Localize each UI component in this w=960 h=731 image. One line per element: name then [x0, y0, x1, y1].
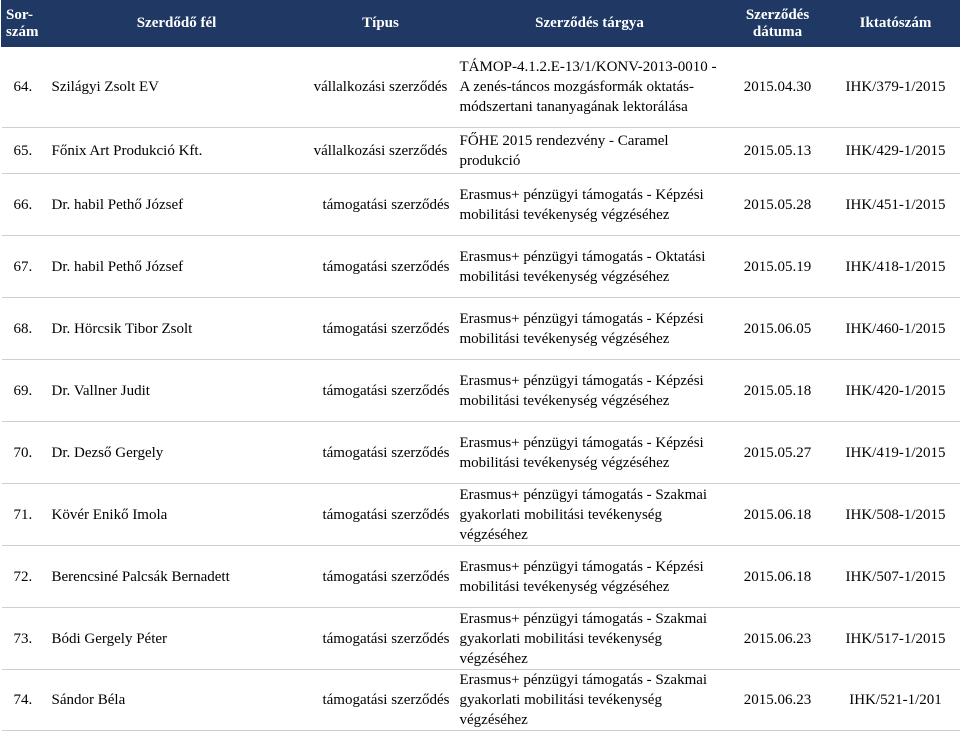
row-registration: IHK/420-1/2015 [832, 360, 960, 422]
row-type: vállalkozási szerződés [306, 128, 456, 174]
row-subject: Erasmus+ pénzügyi támogatás - Szakmai gyakorlati mobilitási tevékenység végzéséhez [456, 484, 724, 546]
row-subject: Erasmus+ pénzügyi támogatás - Szakmai gyakorlati mobilitási tevékenység végzéséhez [456, 608, 724, 670]
row-registration: IHK/521-1/201 [832, 670, 960, 731]
row-number: 73. [2, 608, 48, 670]
header-number [2, 1, 48, 47]
table-row [2, 484, 960, 546]
row-subject: Erasmus+ pénzügyi támogatás - Képzési mobilitási tevékenység végzéséhez [456, 298, 724, 360]
row-subject: FŐHE 2015 rendezvény - Caramel produkció [456, 128, 724, 174]
row-party: Bódi Gergely Péter [48, 608, 306, 670]
row-party: Dr. habil Pethő József [48, 236, 306, 298]
row-subject: TÁMOP-4.1.2.E-13/1/KONV-2013-0010 - A zenés-táncos mozgásformák oktatás-módszertani tananyagának lektorálása [456, 47, 724, 128]
row-party: Dr. Hörcsik Tibor Zsolt [48, 298, 306, 360]
row-subject: Erasmus+ pénzügyi támogatás - Képzési mobilitási tevékenység végzéséhez [456, 360, 724, 422]
row-date: 2015.06.23 [724, 608, 832, 670]
table-row [2, 47, 960, 128]
row-type: vállalkozási szerződés [306, 47, 456, 128]
row-registration: IHK/379-1/2015 [832, 47, 960, 128]
row-subject: Erasmus+ pénzügyi támogatás - Képzési mobilitási tevékenység végzéséhez [456, 546, 724, 608]
row-date: 2015.06.18 [724, 546, 832, 608]
header-type: Típus [306, 1, 456, 47]
table-row [2, 236, 960, 298]
row-date: 2015.05.18 [724, 360, 832, 422]
header-date [724, 1, 832, 47]
row-party: Dr. habil Pethő József [48, 174, 306, 236]
row-number: 74. [2, 670, 48, 731]
row-type: támogatási szerződés [306, 298, 456, 360]
row-number: 70. [2, 422, 48, 484]
row-registration: IHK/517-1/2015 [832, 608, 960, 670]
row-party: Szilágyi Zsolt EV [48, 47, 306, 128]
row-type: támogatási szerződés [306, 236, 456, 298]
table-row [2, 546, 960, 608]
row-number: 69. [2, 360, 48, 422]
row-registration: IHK/451-1/2015 [832, 174, 960, 236]
header-subject: Szerződés tárgya [456, 1, 724, 47]
table-row [2, 422, 960, 484]
table-row [2, 608, 960, 670]
row-number: 72. [2, 546, 48, 608]
row-type: támogatási szerződés [306, 608, 456, 670]
row-subject: Erasmus+ pénzügyi támogatás - Képzési mobilitási tevékenység végzéséhez [456, 174, 724, 236]
row-type: támogatási szerződés [306, 422, 456, 484]
row-type: támogatási szerződés [306, 670, 456, 731]
row-registration: IHK/429-1/2015 [832, 128, 960, 174]
row-party: Dr. Vallner Judit [48, 360, 306, 422]
row-date: 2015.06.18 [724, 484, 832, 546]
row-number: 71. [2, 484, 48, 546]
row-date: 2015.06.23 [724, 670, 832, 731]
header-date-label: Szerződés dátuma [745, 6, 810, 40]
table-row [2, 128, 960, 174]
row-party: Főnix Art Produkció Kft. [48, 128, 306, 174]
row-party: Dr. Dezső Gergely [48, 422, 306, 484]
row-registration: IHK/508-1/2015 [832, 484, 960, 546]
row-registration: IHK/419-1/2015 [832, 422, 960, 484]
header-registration: Iktatószám [832, 1, 960, 47]
contracts-table [1, 0, 960, 731]
row-party: Sándor Béla [48, 670, 306, 731]
row-date: 2015.06.05 [724, 298, 832, 360]
row-type: támogatási szerződés [306, 484, 456, 546]
row-subject: Erasmus+ pénzügyi támogatás - Képzési mobilitási tevékenység végzéséhez [456, 422, 724, 484]
table-header [2, 1, 960, 47]
row-registration: IHK/418-1/2015 [832, 236, 960, 298]
row-date: 2015.04.30 [724, 47, 832, 128]
row-date: 2015.05.28 [724, 174, 832, 236]
table-row [2, 670, 960, 731]
row-type: támogatási szerződés [306, 360, 456, 422]
row-party: Kövér Enikő Imola [48, 484, 306, 546]
row-date: 2015.05.13 [724, 128, 832, 174]
row-number: 66. [2, 174, 48, 236]
row-date: 2015.05.27 [724, 422, 832, 484]
row-registration: IHK/460-1/2015 [832, 298, 960, 360]
row-number: 65. [2, 128, 48, 174]
header-number-label: Sor- szám [6, 6, 39, 40]
row-number: 68. [2, 298, 48, 360]
row-subject: Erasmus+ pénzügyi támogatás - Oktatási mobilitási tevékenység végzéséhez [456, 236, 724, 298]
table-row [2, 298, 960, 360]
row-type: támogatási szerződés [306, 546, 456, 608]
row-type: támogatási szerződés [306, 174, 456, 236]
table-row [2, 174, 960, 236]
row-number: 67. [2, 236, 48, 298]
header-party: Szerdődő fél [48, 1, 306, 47]
row-party: Berencsiné Palcsák Bernadett [48, 546, 306, 608]
row-number: 64. [2, 47, 48, 128]
row-registration: IHK/507-1/2015 [832, 546, 960, 608]
row-subject: Erasmus+ pénzügyi támogatás - Szakmai gyakorlati mobilitási tevékenység végzéséhez [456, 670, 724, 731]
table-row [2, 360, 960, 422]
row-date: 2015.05.19 [724, 236, 832, 298]
